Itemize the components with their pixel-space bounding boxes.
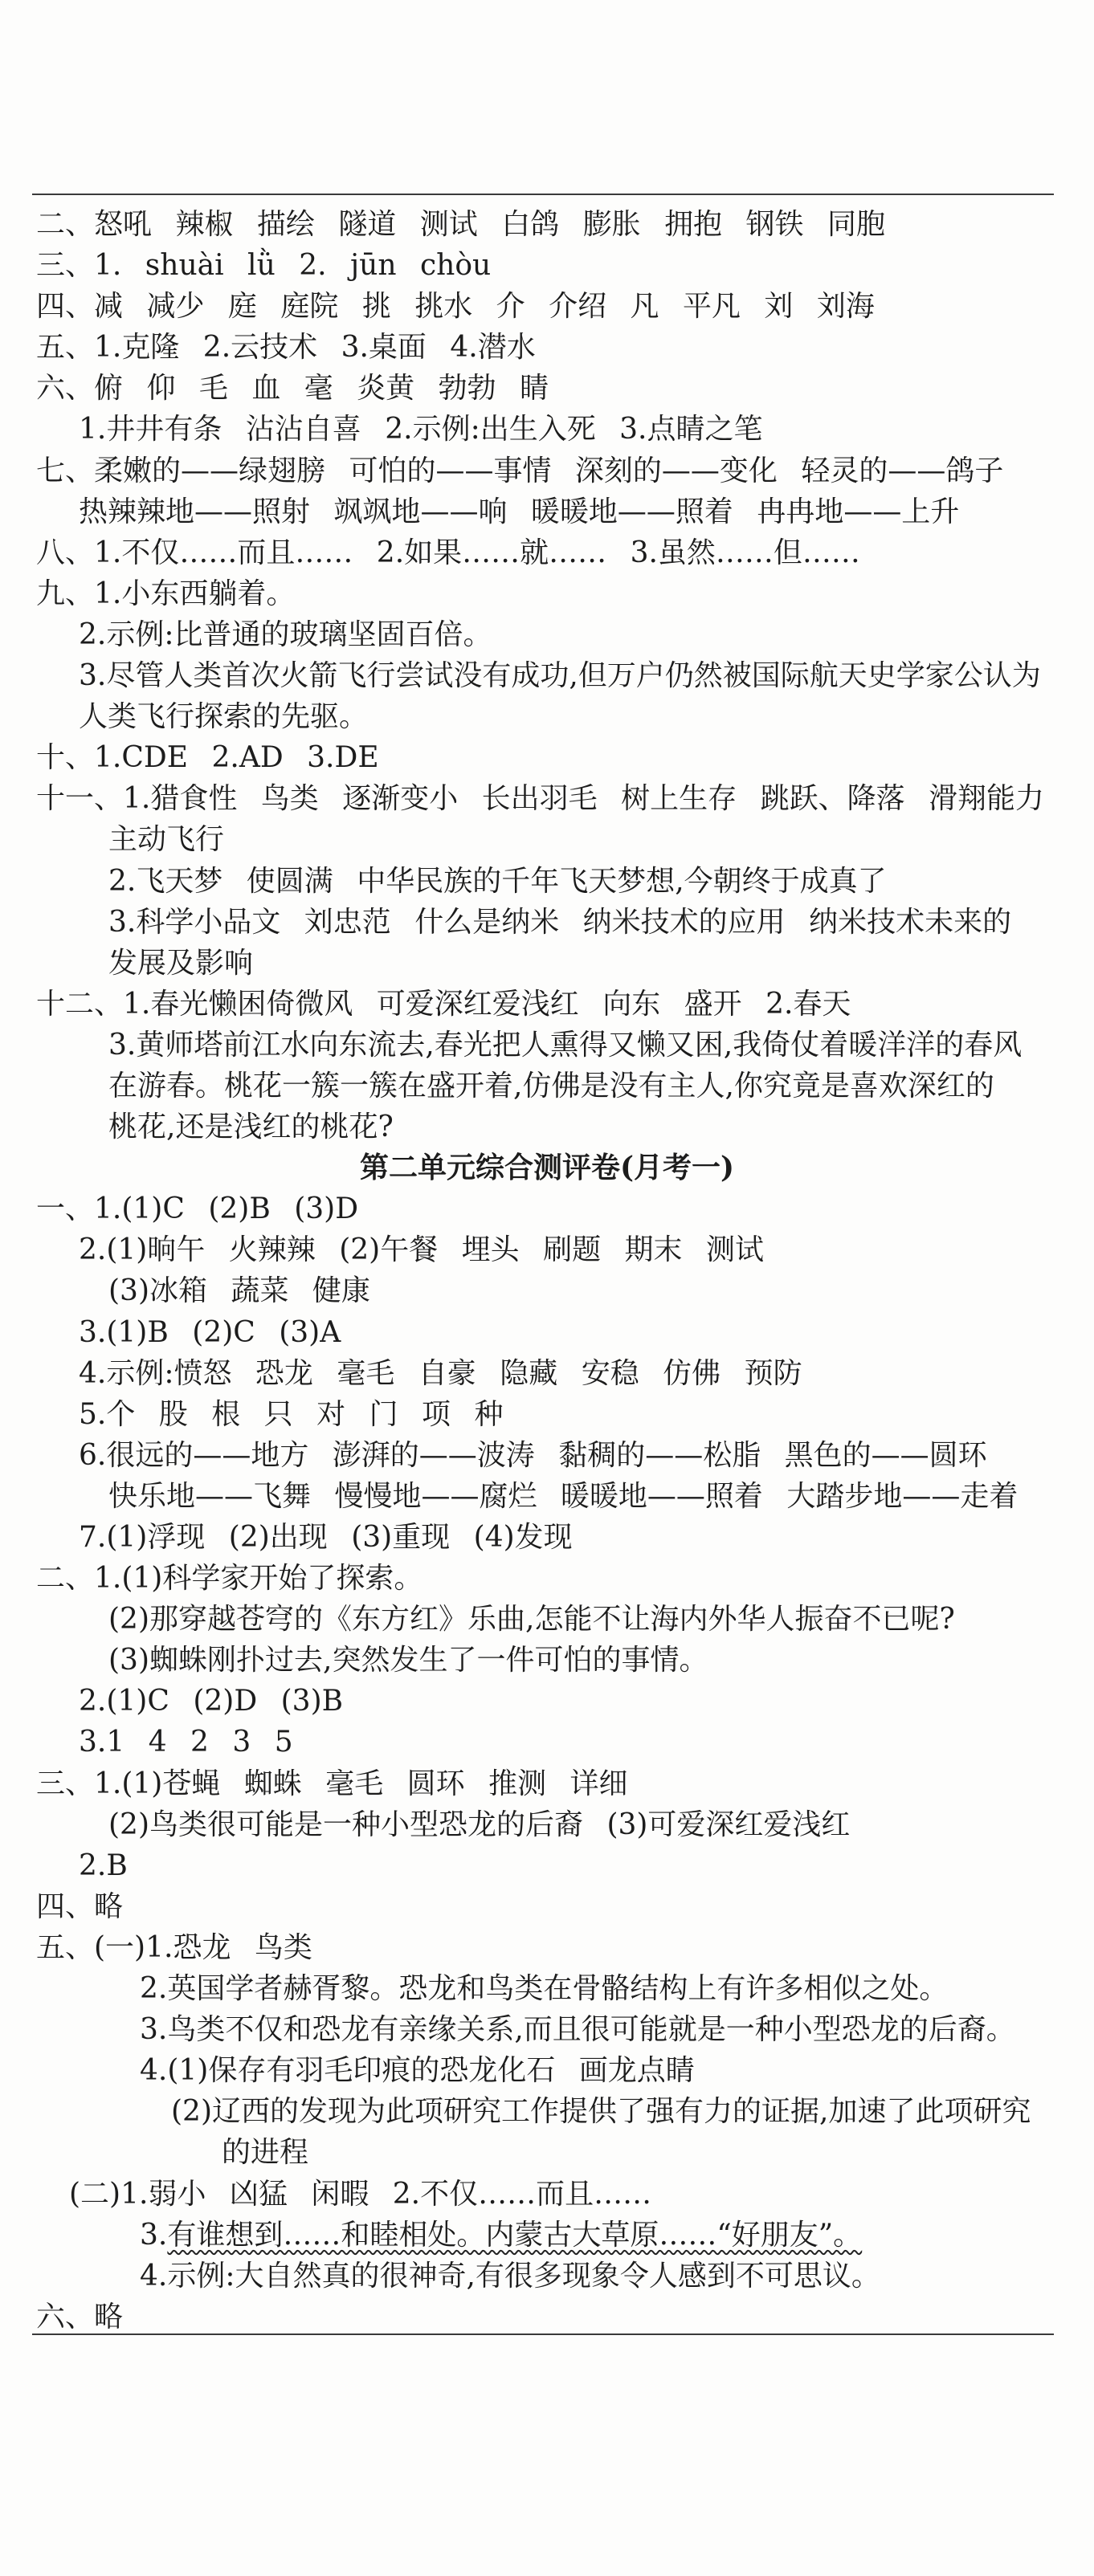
item-number: 3. bbox=[140, 2218, 168, 2252]
answer-line: 快乐地——飞舞 慢慢地——腐烂 暖暖地——照着 大踏步地——走着 bbox=[108, 1479, 1018, 1513]
wavy-underlined-text: 内蒙古大草原……“好朋友”。 bbox=[485, 2218, 863, 2252]
answer-line: 4.示例:大自然真的很神奇,有很多现象令人感到不可思议。 bbox=[140, 2259, 880, 2293]
answer-line: 2.飞天梦 使圆满 中华民族的千年飞天梦想,今朝终于成真了 bbox=[108, 864, 887, 898]
answer-line: 三、1.(1)苍蝇 蜘蛛 毫毛 圆环 推测 详细 bbox=[36, 1767, 628, 1800]
answer-line: 2.示例:比普通的玻璃坚固百倍。 bbox=[79, 618, 492, 651]
answer-line: 主动飞行 bbox=[108, 823, 225, 857]
answer-line: 三、1. shuài lǜ 2. jūn chòu bbox=[36, 249, 492, 283]
answer-line: 6.很远的——地方 澎湃的——波涛 黏稠的——松脂 黑色的——圆环 bbox=[79, 1438, 987, 1472]
answer-line: 3.1 4 2 3 5 bbox=[79, 1726, 293, 1759]
answer-line: 桃花,还是浅红的桃花? bbox=[108, 1111, 394, 1144]
answer-line: 热辣辣地——照射 飒飒地——响 暖暖地——照着 冉冉地——上升 bbox=[79, 495, 960, 528]
answer-line: (3)蜘蛛刚扑过去,突然发生了一件可怕的事情。 bbox=[108, 1644, 708, 1677]
answer-line: 四、略 bbox=[36, 1889, 124, 1923]
answer-line: 人类飞行探索的先驱。 bbox=[79, 700, 369, 734]
answer-line: (2)那穿越苍穹的《东方红》乐曲,怎能不让海内外华人振奋不已呢? bbox=[108, 1603, 955, 1636]
answer-line: 2.(1)C (2)D (3)B bbox=[79, 1685, 344, 1718]
answer-line: 五、(一)1.恐龙 鸟类 bbox=[36, 1930, 312, 1964]
answer-line: 四、减 减少 庭 庭院 挑 挑水 介 介绍 凡 平凡 刘 刘海 bbox=[36, 290, 875, 324]
answer-line: 1.井井有条 沾沾自喜 2.示例:出生入死 3.点睛之笔 bbox=[79, 413, 763, 446]
answer-line: 在游春。桃花一簇一簇在盛开着,仿佛是没有主人,你究竟是喜欢深红的 bbox=[108, 1069, 994, 1103]
answer-line: 2.英国学者赫胥黎。恐龙和鸟类在骨骼结构上有许多相似之处。 bbox=[140, 1972, 949, 2006]
answer-line: (2)鸟类很可能是一种小型恐龙的后裔 (3)可爱深红爱浅红 bbox=[108, 1808, 851, 1841]
answer-line: 2.B bbox=[79, 1848, 128, 1882]
answer-line: 十二、1.春光懒困倚微风 可爱深红爱浅红 向东 盛开 2.春天 bbox=[36, 987, 851, 1021]
answer-lines bbox=[0, 204, 1094, 2338]
answer-line: 一、1.(1)C (2)B (3)D bbox=[36, 1192, 359, 1226]
answer-line: 3.鸟类不仅和恐龙有亲缘关系,而且很可能就是一种小型恐龙的后裔。 bbox=[140, 2013, 1015, 2047]
answer-line: 五、1.克隆 2.云技术 3.桌面 4.潜水 bbox=[36, 331, 536, 365]
answer-line: 十、1.CDE 2.AD 3.DE bbox=[36, 741, 379, 775]
answer-line: 七、柔嫩的——绿翅膀 可怕的——事情 深刻的——变化 轻灵的——鸽子 bbox=[36, 454, 1004, 487]
answer-line: 六、俯 仰 毛 血 毫 炎黄 勃勃 睛 bbox=[36, 372, 549, 406]
answer-line: (2)辽西的发现为此项研究工作提供了强有力的证据,加速了此项研究 bbox=[171, 2095, 1031, 2129]
answer-line: 二、1.(1)科学家开始了探索。 bbox=[36, 1562, 423, 1596]
answer-line: 十一、1.猎食性 鸟类 逐渐变小 长出羽毛 树上生存 跳跃、降落 滑翔能力 bbox=[36, 782, 1045, 816]
answer-line: 八、1.不仅……而且…… 2.如果……就…… 3.虽然……但…… bbox=[36, 536, 860, 569]
answer-line: 2.(1)晌午 火辣辣 (2)午餐 埋头 刷题 期末 测试 bbox=[79, 1233, 764, 1267]
answer-line: 3.(1)B (2)C (3)A bbox=[79, 1315, 341, 1349]
answer-line: 发展及影响 bbox=[108, 946, 254, 980]
answer-line: 九、1.小东西躺着。 bbox=[36, 577, 296, 610]
answer-line: 的进程 bbox=[222, 2136, 309, 2170]
answer-line: 7.(1)浮现 (2)出现 (3)重现 (4)发现 bbox=[79, 1521, 573, 1554]
answer-line: 3.科学小品文 刘忠范 什么是纳米 纳米技术的应用 纳米技术未来的 bbox=[108, 905, 1012, 939]
answer-line: 4.示例:愤怒 恐龙 毫毛 自豪 隐藏 安稳 仿佛 预防 bbox=[79, 1356, 802, 1390]
bottom-rule bbox=[32, 2333, 1054, 2335]
answer-line: 二、怒吼 辣椒 描绘 隧道 测试 白鸽 膨胀 拥抱 钢铁 同胞 bbox=[36, 208, 885, 241]
wavy-underlined-text: 有谁想到……和睦相处。 bbox=[167, 2218, 486, 2252]
answer-line: 3.尽管人类首次火箭飞行尝试没有成功,但万户仍然被国际航天史学家公认为 bbox=[79, 659, 1041, 693]
answer-line: (二)1.弱小 凶猛 闲暇 2.不仅……而且…… bbox=[69, 2177, 652, 2211]
answer-line: 5.个 股 根 只 对 门 项 种 bbox=[79, 1397, 504, 1431]
answer-line: 3.黄师塔前江水向东流去,春光把人熏得又懒又困,我倚仗着暖洋洋的春风 bbox=[108, 1028, 1023, 1062]
section-title: 第二单元综合测评卷(月考一) bbox=[359, 1151, 735, 1185]
answer-line: 4.(1)保存有羽毛印痕的恐龙化石 画龙点睛 bbox=[140, 2054, 695, 2088]
answer-line: 六、略 bbox=[36, 2300, 124, 2333]
answer-line: (3)冰箱 蔬菜 健康 bbox=[108, 1274, 370, 1308]
top-rule bbox=[32, 194, 1054, 195]
answer-line-underlined bbox=[0, 2215, 1094, 2256]
